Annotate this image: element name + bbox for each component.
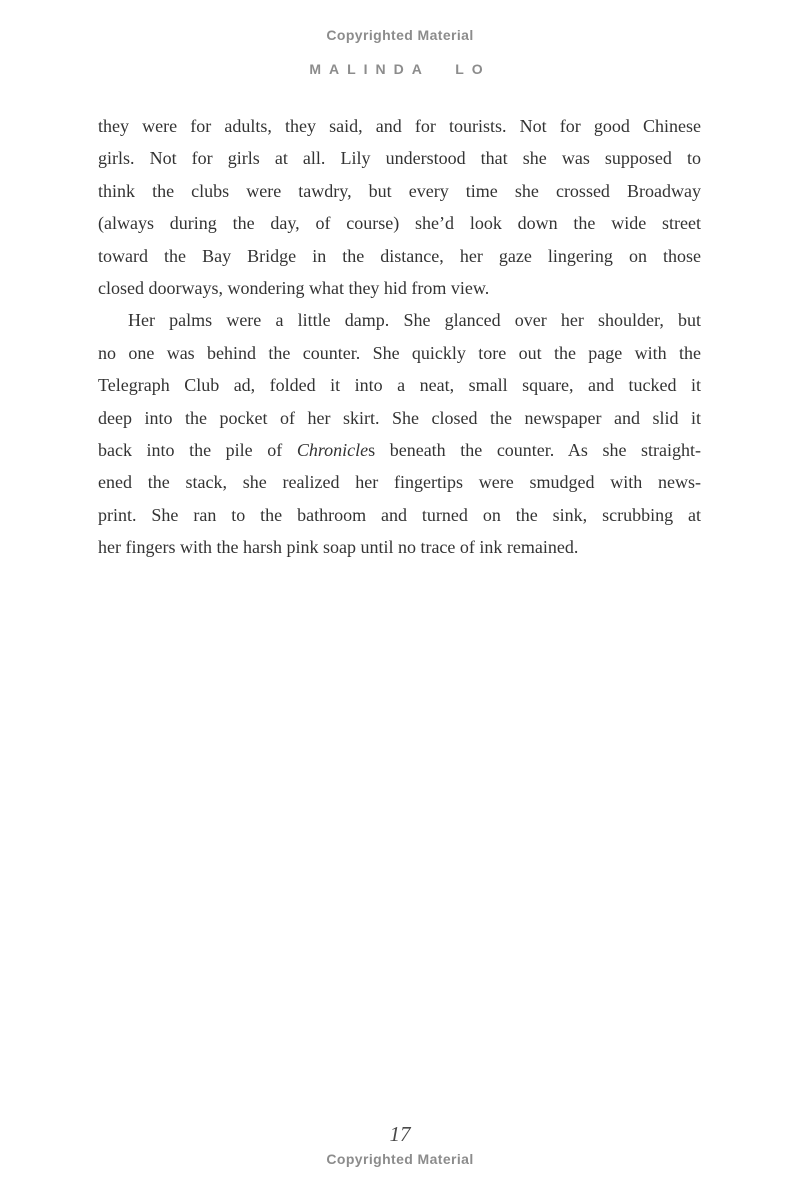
text-line bbox=[98, 304, 701, 336]
text-segment: (always during the day, of course) she’d look down the wide street bbox=[98, 213, 701, 234]
paragraph bbox=[98, 304, 701, 563]
text-segment: back into the pile of bbox=[98, 440, 297, 461]
text-segment: ened the stack, she realized her fingertips were smudged with news- bbox=[98, 472, 701, 493]
text-segment: think the clubs were tawdry, but every time she crossed Broadway bbox=[98, 180, 701, 201]
text-line bbox=[98, 434, 701, 466]
text-line bbox=[98, 369, 701, 401]
text-segment: closed doorways, wondering what they hid from view. bbox=[98, 278, 490, 299]
text-line bbox=[98, 531, 701, 563]
copyright-notice-bottom: Copyrighted Material bbox=[326, 1151, 474, 1167]
text-line bbox=[98, 207, 701, 239]
italic-text: Chronicle bbox=[296, 440, 369, 461]
text-segment: Her palms were a little damp. She glanced over her shoulder, but bbox=[128, 310, 701, 331]
text-line bbox=[98, 337, 701, 369]
text-line bbox=[98, 175, 701, 207]
text-line bbox=[98, 142, 701, 174]
text-line bbox=[98, 272, 701, 304]
text-line bbox=[98, 466, 701, 498]
text-segment: print. She ran to the bathroom and turned on the sink, scrubbing at bbox=[98, 504, 701, 525]
author-running-head: MALINDA LO bbox=[309, 61, 491, 77]
paragraph bbox=[98, 110, 701, 304]
text-segment: deep into the pocket of her skirt. She closed the newspaper and slid it bbox=[98, 407, 701, 428]
text-line bbox=[98, 402, 701, 434]
text-line bbox=[98, 110, 701, 142]
copyright-notice-top: Copyrighted Material bbox=[326, 27, 474, 43]
text-segment: toward the Bay Bridge in the distance, her gaze lingering on those bbox=[98, 245, 701, 266]
text-segment: her fingers with the harsh pink soap until no trace of ink remained. bbox=[98, 537, 579, 558]
text-segment: s beneath the counter. As she straight- bbox=[368, 440, 701, 461]
text-segment: girls. Not for girls at all. Lily understood that she was supposed to bbox=[98, 148, 701, 169]
text-line bbox=[98, 499, 701, 531]
text-segment: they were for adults, they said, and for tourists. Not for good Chinese bbox=[98, 116, 701, 136]
text-line bbox=[98, 240, 701, 272]
page-body bbox=[98, 110, 701, 564]
page-number: 17 bbox=[389, 1122, 411, 1146]
text-segment: no one was behind the counter. She quickly tore out the page with the bbox=[98, 342, 701, 363]
text-segment: Telegraph Club ad, folded it into a neat, small square, and tucked it bbox=[98, 375, 701, 396]
